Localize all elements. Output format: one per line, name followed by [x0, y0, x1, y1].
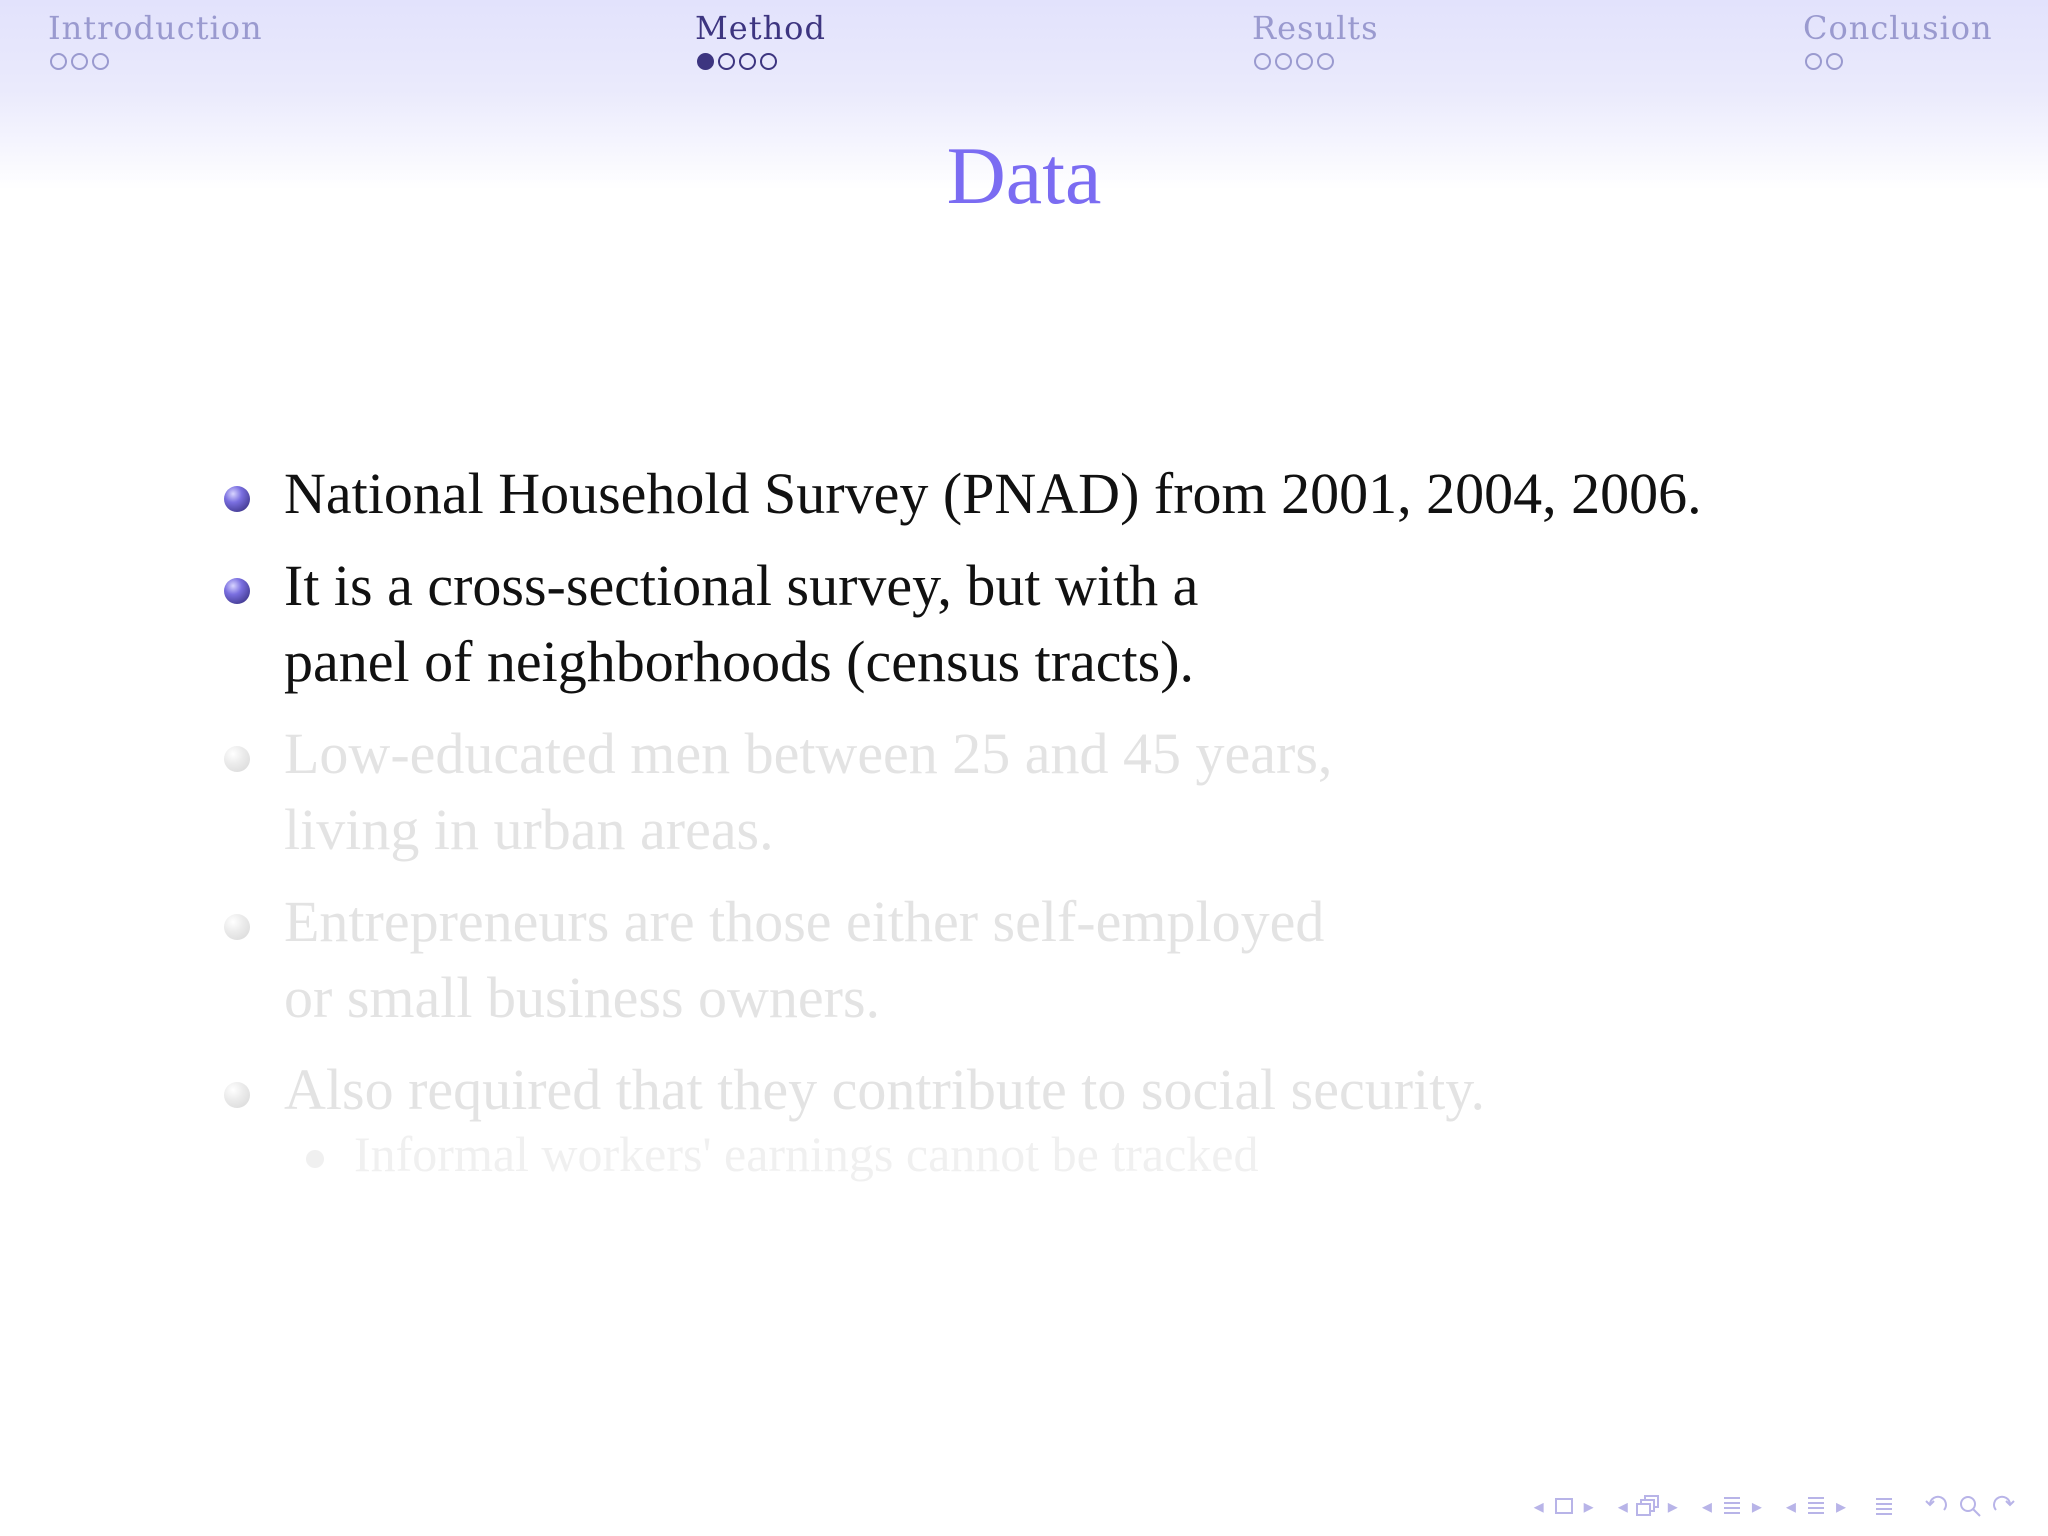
nav-section-group: [1702, 1492, 1762, 1520]
nav-presentation-group: [1786, 1492, 1846, 1520]
nav-dots-introduction: [48, 53, 263, 70]
nav-section-introduction[interactable]: [48, 8, 263, 70]
next-subsection-arrow-icon[interactable]: ▸: [1667, 1494, 1678, 1518]
frame-dot[interactable]: [1275, 53, 1292, 70]
prev-section-arrow-icon[interactable]: ◂: [1701, 1494, 1712, 1518]
beamer-navigation-controls: [1534, 1492, 2018, 1520]
prev-subsection-arrow-icon[interactable]: ◂: [1617, 1494, 1628, 1518]
bullet-ball-icon: [224, 1082, 250, 1108]
nav-section-label[interactable]: Method: [695, 9, 826, 47]
bullet-text: Entrepreneurs are those either self-employed: [284, 889, 1325, 954]
nav-section-conclusion[interactable]: [1803, 8, 1993, 70]
bullet-item: [222, 456, 2022, 532]
bullet-text: Low-educated men between 25 and 45 years,: [284, 721, 1333, 786]
bullet-list: [222, 456, 2022, 1186]
prev-presentation-arrow-icon[interactable]: ◂: [1785, 1494, 1796, 1518]
nav-section-label[interactable]: Conclusion: [1803, 9, 1993, 47]
nav-toc-group: [1870, 1492, 1898, 1520]
sub-bullet-icon: [306, 1150, 324, 1168]
frame-dot[interactable]: [71, 53, 88, 70]
prev-frame-arrow-icon[interactable]: ◂: [1533, 1494, 1544, 1518]
next-section-arrow-icon[interactable]: ▸: [1751, 1494, 1762, 1518]
bullet-text: or small business owners.: [284, 965, 881, 1030]
frame-dot[interactable]: [1826, 53, 1843, 70]
frame-dot[interactable]: [718, 53, 735, 70]
frame-dot[interactable]: [1296, 53, 1313, 70]
section-icon[interactable]: [1718, 1492, 1746, 1520]
frame-dot[interactable]: [50, 53, 67, 70]
nav-section-results[interactable]: [1252, 8, 1379, 70]
frame-dot[interactable]: [1317, 53, 1334, 70]
next-presentation-arrow-icon[interactable]: ▸: [1835, 1494, 1846, 1518]
nav-section-method[interactable]: [695, 8, 826, 70]
bullet-item-faded: [222, 1052, 2022, 1128]
nav-dots-conclusion: [1803, 53, 1993, 70]
nav-dots-method: [695, 53, 826, 70]
nav-subsection-group: [1618, 1492, 1678, 1520]
toc-icon[interactable]: [1870, 1492, 1898, 1520]
frame-dot[interactable]: [1254, 53, 1271, 70]
forward-icon[interactable]: [1990, 1492, 2018, 1520]
nav-search-group: [1922, 1492, 2018, 1520]
presentation-icon[interactable]: [1802, 1492, 1830, 1520]
frame-dot[interactable]: [1805, 53, 1822, 70]
frame-dot[interactable]: [760, 53, 777, 70]
bullet-text: Also required that they contribute to social security.: [284, 1057, 1486, 1122]
nav-frame-group: [1534, 1492, 1594, 1520]
bullet-item: [222, 548, 2022, 700]
bullet-text: panel of neighborhoods (census tracts).: [284, 629, 1195, 694]
nav-section-label[interactable]: Results: [1252, 9, 1379, 47]
next-frame-arrow-icon[interactable]: ▸: [1583, 1494, 1594, 1518]
bullet-text: National Household Survey (PNAD) from 2001, 2004, 2006.: [284, 461, 1702, 526]
frame-icon[interactable]: [1550, 1492, 1578, 1520]
bullet-ball-icon: [224, 914, 250, 940]
bullet-item-faded: [222, 716, 2022, 868]
sub-bullet-item-faded: [222, 1122, 2022, 1186]
sub-bullet-text: Informal workers' earnings cannot be tracked: [354, 1126, 1259, 1182]
subsection-icon[interactable]: [1634, 1492, 1662, 1520]
frame-dot[interactable]: [739, 53, 756, 70]
nav-section-label[interactable]: Introduction: [48, 9, 263, 47]
frame-dot[interactable]: [92, 53, 109, 70]
bullet-item-faded: [222, 884, 2022, 1036]
slide-title: Data: [946, 130, 1102, 221]
bullet-text: living in urban areas.: [284, 797, 774, 862]
search-icon[interactable]: [1956, 1492, 1984, 1520]
back-icon[interactable]: [1922, 1492, 1950, 1520]
frame-dot-current[interactable]: [697, 53, 714, 70]
nav-dots-results: [1252, 53, 1379, 70]
bullet-ball-icon: [224, 746, 250, 772]
bullet-ball-icon: [224, 486, 250, 512]
bullet-ball-icon: [224, 578, 250, 604]
bullet-text: It is a cross-sectional survey, but with a: [284, 553, 1199, 618]
